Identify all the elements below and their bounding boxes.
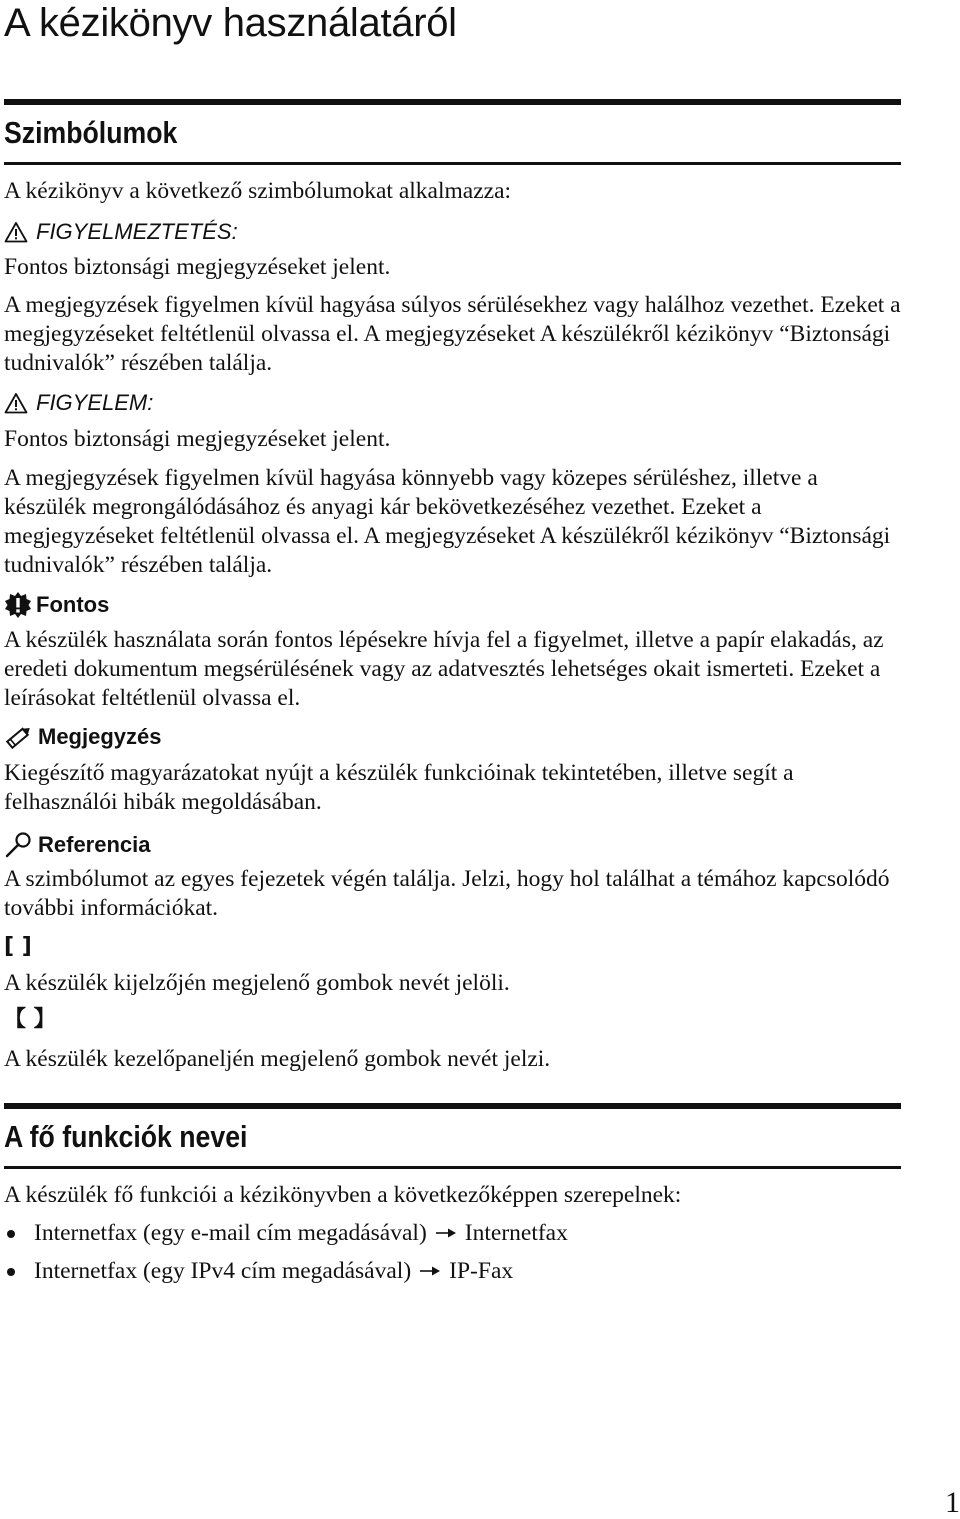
note-label: Megjegyzés (38, 724, 162, 749)
warning-text: A megjegyzések figyelmen kívül hagyása súlyos sérülésekhez vagy halálhoz vezethet. Ezeket a megjegyzéseket feltétlenül olvassa el. A megjegyzéseket A készülékről kézikönyv “Biztonsági tudnivalók” részében találja. (4, 292, 901, 376)
pencil-icon (4, 723, 34, 751)
section-rule-bottom (4, 1166, 901, 1169)
section-heading-functions: A fő funkciók nevei (4, 1119, 248, 1154)
list-item (4, 1214, 901, 1252)
pushpin-icon (4, 831, 34, 859)
warning-heading (4, 219, 238, 245)
warning-triangle-icon (4, 392, 28, 414)
important-heading (4, 591, 109, 619)
caution-label: FIGYELEM: (36, 390, 154, 415)
symbols-intro: A kézikönyv a következő szimbólumokat alkalmazza: (4, 178, 512, 204)
square-brackets-text: A készülék kijelzőjén megjelenő gombok nevét jelöli. (4, 970, 510, 996)
reference-heading (4, 831, 151, 859)
function-alias: Internetfax (464, 1219, 568, 1246)
bullet-dot (7, 1268, 15, 1276)
caution-line1: Fontos biztonsági megjegyzéseket jelent. (4, 426, 391, 452)
lenticular-brackets-symbol: 【 】 (4, 1007, 56, 1032)
list-item (4, 1252, 901, 1290)
functions-intro: A készülék fő funkciói a kézikönyvben a következőképpen szerepelnek: (4, 1182, 682, 1208)
page-title: A kézikönyv használatáról (4, 1, 457, 45)
section-rule-top (4, 1103, 901, 1109)
important-label: Fontos (36, 592, 110, 617)
function-alias: IP-Fax (449, 1257, 514, 1284)
warning-triangle-icon (4, 221, 28, 243)
note-heading (4, 723, 162, 751)
function-original-name: Internetfax (egy e-mail cím megadásával) (34, 1219, 427, 1246)
important-text: A készülék használata során fontos lépésekre hívja fel a figyelmet, illetve a papír elakadás, az eredeti dokumentum megsérülésének vagy az adatvesztés lehetséges okait ismerteti. Ezeket a leírásokat feltétlenül olvassa el. (4, 627, 884, 711)
square-brackets-symbol: [ ] (4, 934, 32, 959)
important-badge-icon (4, 591, 32, 619)
reference-text: A szimbólumot az egyes fejezetek végén találja. Jelzi, hogy hol találhat a témához kapcsolódó további információkat. (4, 866, 890, 921)
caution-heading (4, 390, 153, 416)
page-number: 1 (945, 1486, 960, 1519)
function-list (4, 1214, 901, 1290)
warning-line1: Fontos biztonsági megjegyzéseket jelent. (4, 254, 391, 280)
caution-text: A megjegyzések figyelmen kívül hagyása könnyebb vagy közepes sérüléshez, illetve a készülék megrongálódásához és anyagi kár bekövetkezéséhez vezethet. Ezeket a megjegyzéseket feltétlenül olvassa el. A megjegyzéseket A készülékről kézikönyv “Biztonsági tudnivalók” részében találja. (4, 465, 891, 578)
function-original-name: Internetfax (egy IPv4 cím megadásával) (34, 1257, 412, 1284)
right-arrow-icon (435, 1226, 457, 1240)
right-arrow-icon (419, 1264, 441, 1278)
bullet-dot (7, 1230, 15, 1238)
note-text: Kiegészítő magyarázatokat nyújt a készülék funkcióinak tekintetében, illetve segít a felhasználói hibák megoldásában. (4, 760, 794, 815)
section-rule-top (4, 99, 901, 105)
lenticular-brackets-text: A készülék kezelőpaneljén megjelenő gombok nevét jelzi. (4, 1046, 551, 1072)
section-rule-bottom (4, 162, 901, 165)
warning-label: FIGYELMEZTETÉS: (36, 219, 238, 244)
section-heading-symbols: Szimbólumok (4, 115, 178, 150)
reference-label: Referencia (38, 832, 151, 857)
